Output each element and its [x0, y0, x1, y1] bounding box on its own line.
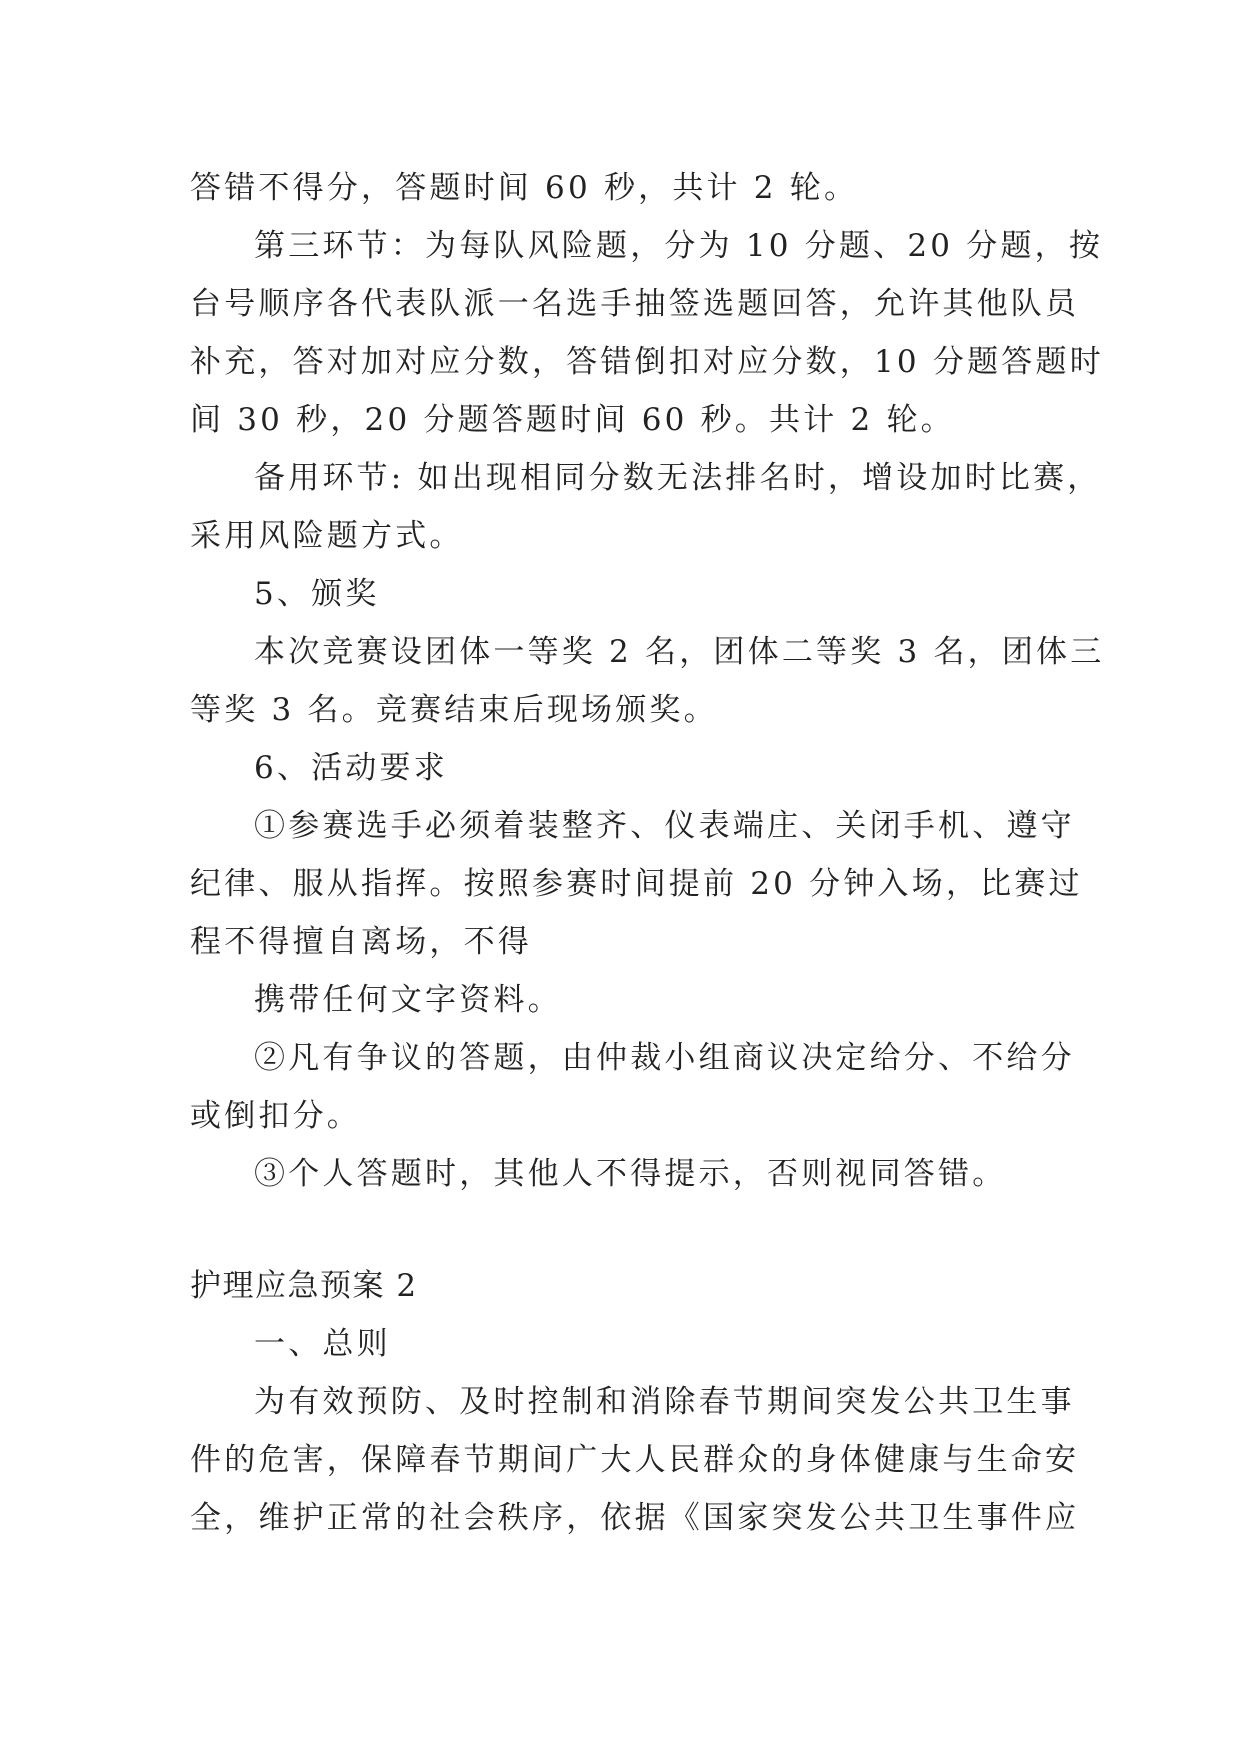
paragraph-line: 答错不得分，答题时间 60 秒，共计 2 轮。 [190, 170, 859, 206]
paragraph-line: 补充，答对加对应分数，答错倒扣对应分数，10 分题答题时 [190, 344, 1104, 380]
paragraph-line: 携带任何文字资料。 [254, 982, 562, 1018]
paragraph-line: 本次竞赛设团体一等奖 2 名，团体二等奖 3 名，团体三 [254, 634, 1105, 670]
paragraph-line: 台号顺序各代表队派一名选手抽签选题回答，允许其他队员 [190, 286, 1080, 322]
paragraph-line: 间 30 秒，20 分题答题时间 60 秒。共计 2 轮。 [190, 402, 955, 438]
section-heading: 5、颁奖 [254, 576, 380, 612]
section-heading: 6、活动要求 [254, 750, 448, 786]
paragraph-line: ③个人答题时，其他人不得提示，否则视同答错。 [254, 1156, 1007, 1192]
paragraph-line: 程不得擅自离场，不得 [190, 924, 532, 960]
paragraph-line: ①参赛选手必须着装整齐、仪表端庄、关闭手机、遵守 [254, 808, 1075, 844]
paragraph-line: 件的危害，保障春节期间广大人民群众的身体健康与生命安 [190, 1442, 1080, 1478]
paragraph-line: 或倒扣分。 [190, 1098, 361, 1134]
paragraph-line: 采用风险题方式。 [190, 518, 464, 554]
paragraph-line: 备用环节: 如出现相同分数无法排名时，增设加时比赛， [254, 460, 1102, 496]
paragraph-line: ②凡有争议的答题，由仲裁小组商议决定给分、不给分 [254, 1040, 1075, 1076]
paragraph-line: 纪律、服从指挥。按照参赛时间提前 20 分钟入场，比赛过 [190, 866, 1083, 902]
section-heading: 一、总则 [254, 1326, 391, 1362]
paragraph-line: 全，维护正常的社会秩序，依据《国家突发公共卫生事件应 [190, 1500, 1080, 1536]
paragraph-line: 第三环节：为每队风险题，分为 10 分题、20 分题，按 [254, 228, 1104, 264]
document-title: 护理应急预案 2 [190, 1268, 418, 1304]
paragraph-line: 为有效预防、及时控制和消除春节期间突发公共卫生事 [254, 1384, 1075, 1420]
paragraph-line: 等奖 3 名。竞赛结束后现场颁奖。 [190, 692, 718, 728]
